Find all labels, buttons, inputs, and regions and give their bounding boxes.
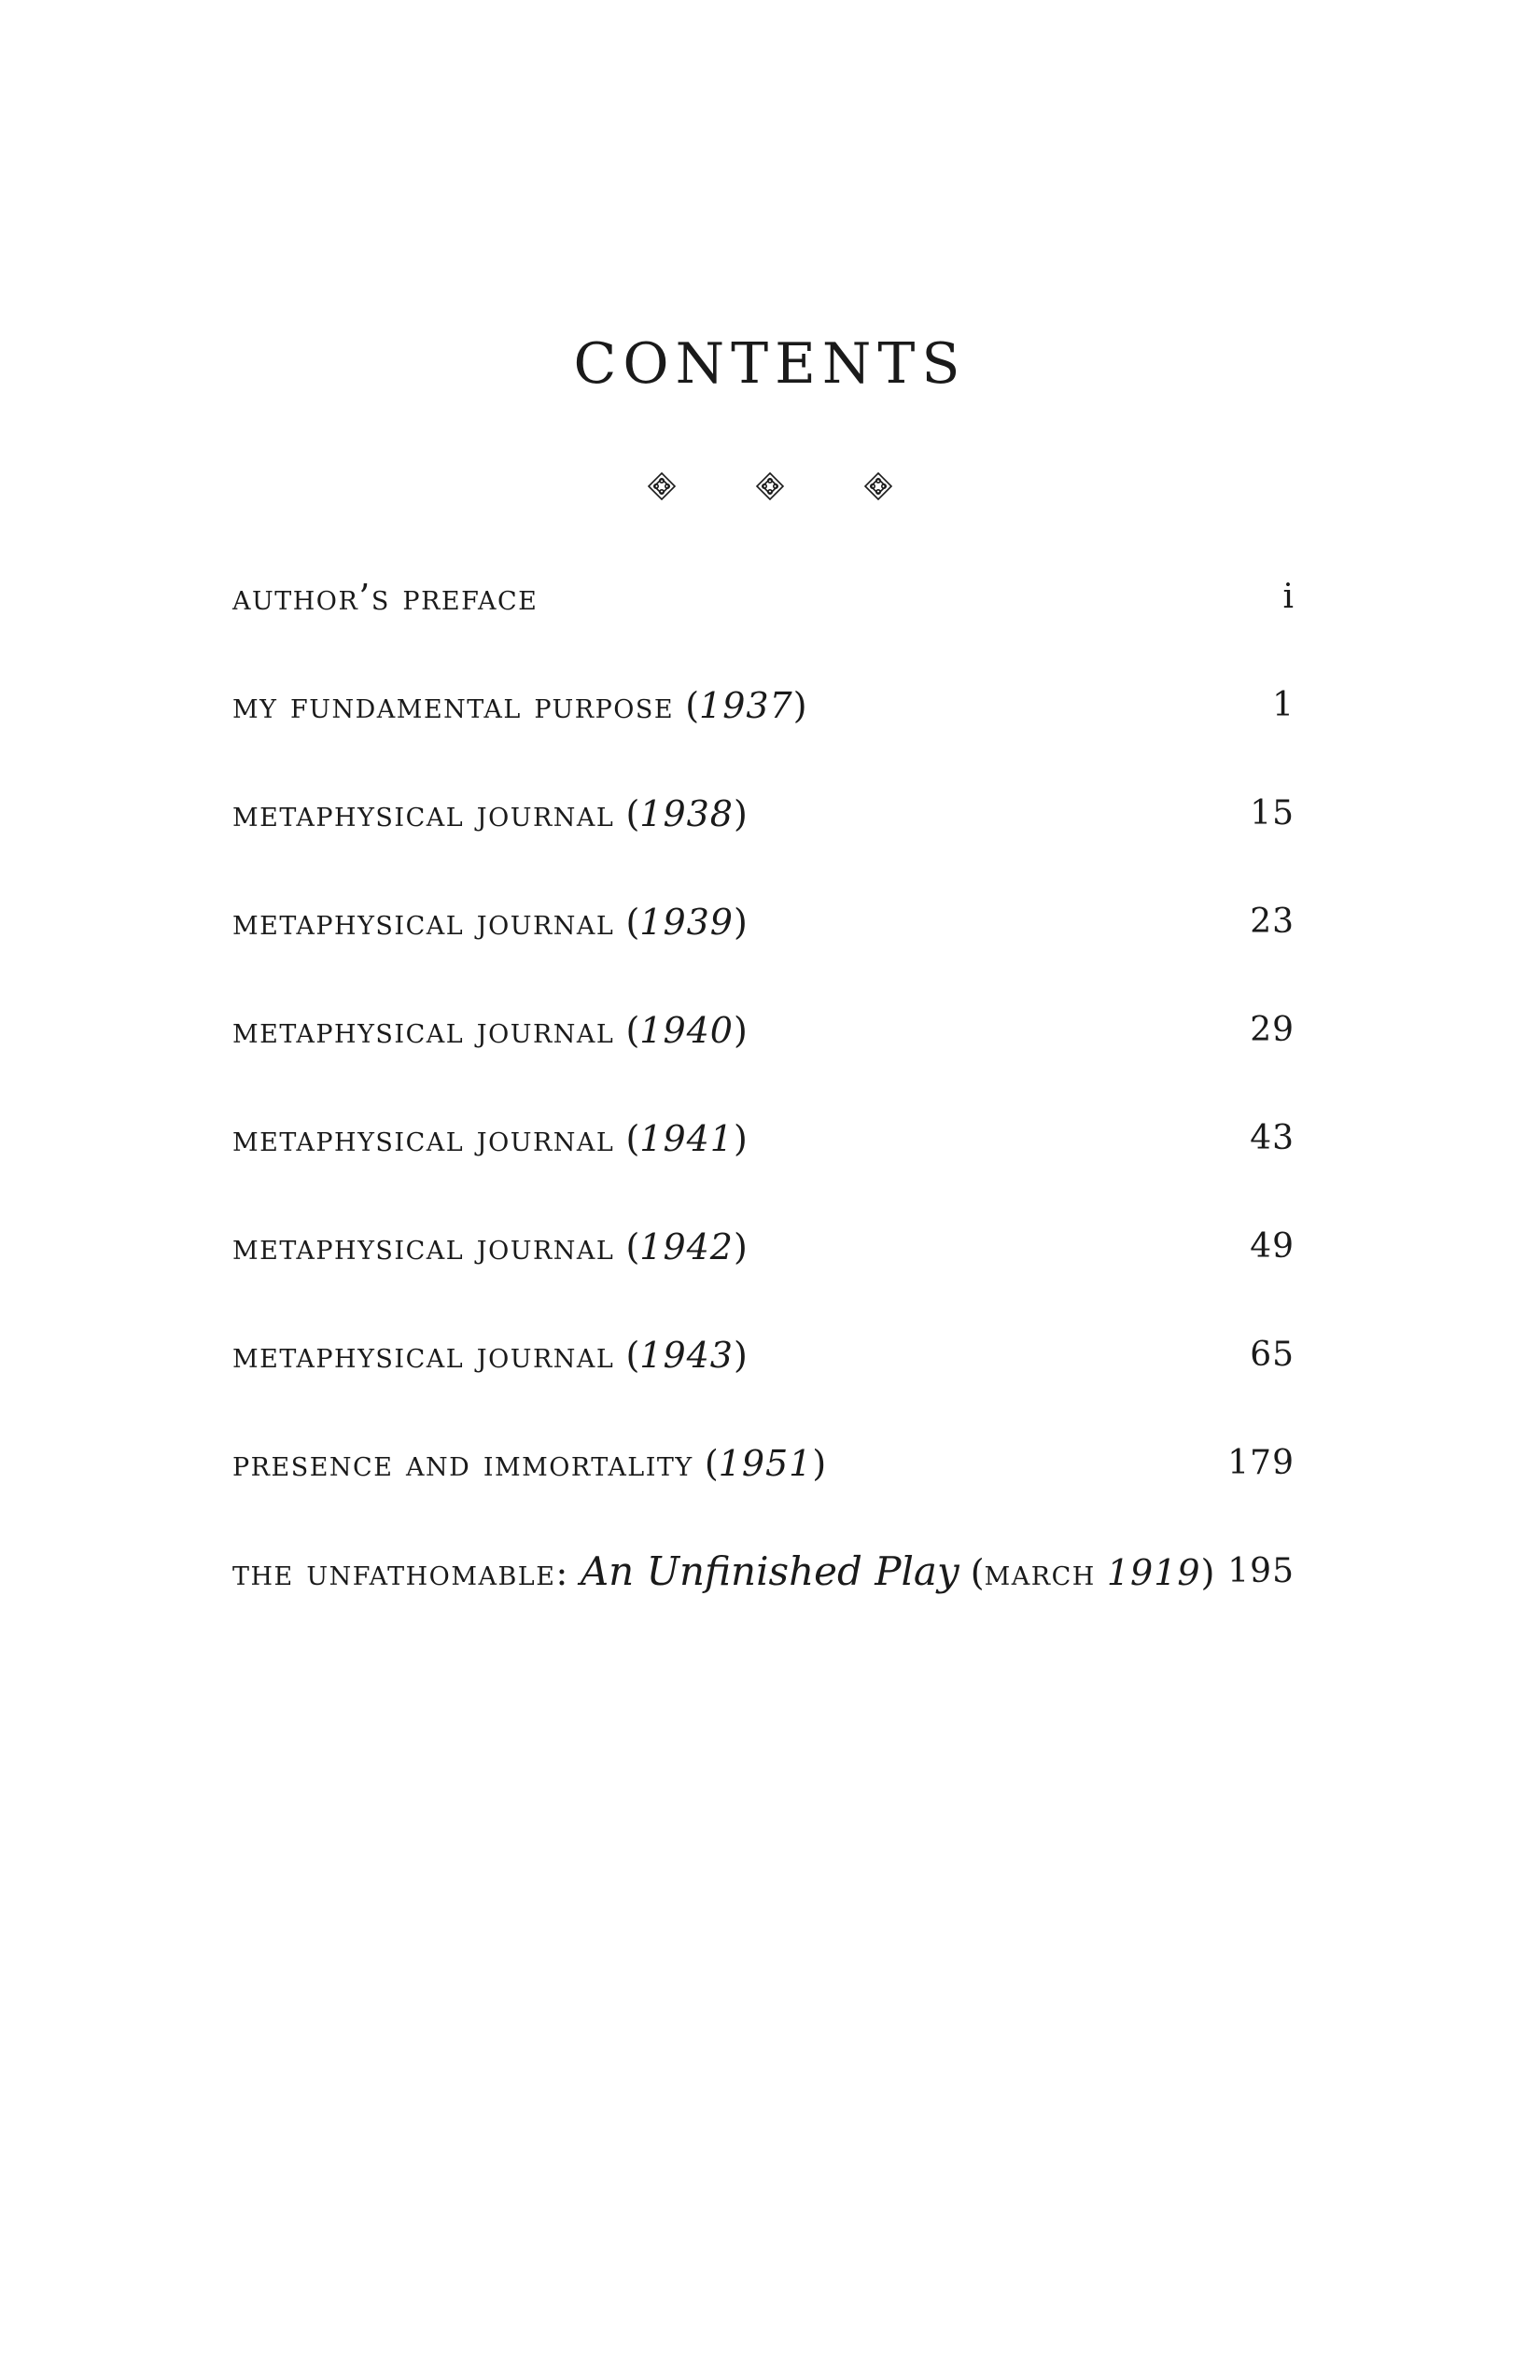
ornament-row — [0, 471, 1540, 501]
toc-entry-year: 1919 — [1106, 1552, 1201, 1593]
toc-entry-year: 1939 — [639, 902, 734, 943]
toc-page-number: i — [1282, 578, 1295, 616]
toc-page-number: 29 — [1250, 1011, 1295, 1049]
toc-entry-title: metaphysical journal (1943) — [232, 1335, 748, 1376]
toc-page-number: 23 — [1250, 903, 1295, 941]
toc-page-number: 15 — [1250, 794, 1295, 833]
toc-page-number: 65 — [1250, 1336, 1295, 1374]
toc-entry-year: 1951 — [718, 1443, 813, 1484]
toc-page-number: 195 — [1227, 1552, 1295, 1590]
toc-entry-title: metaphysical journal (1940) — [232, 1010, 748, 1051]
toc-entry-year: 1940 — [639, 1010, 734, 1051]
page-title: CONTENTS — [573, 331, 967, 397]
toc-entry-title: metaphysical journal (1941) — [232, 1118, 748, 1159]
toc-entry-year: 1938 — [639, 793, 734, 834]
toc-entry-unfathomable[interactable] — [232, 1546, 1295, 1654]
toc-entry-subtitle: An Unfinished Play — [580, 1548, 959, 1594]
toc-entry-month: march — [984, 1552, 1096, 1593]
quatrefoil-ornament-icon — [755, 471, 785, 501]
toc-entry-journal-1941[interactable] — [232, 1113, 1295, 1221]
quatrefoil-ornament-icon — [863, 471, 893, 501]
toc-entry-presence-immortality[interactable] — [232, 1437, 1295, 1546]
toc-entry-year: 1942 — [639, 1226, 734, 1267]
toc-entry-title: author’s preface — [232, 577, 539, 618]
toc-entry-title: my fundamental purpose (1937) — [232, 685, 807, 726]
toc-entry-year: 1943 — [639, 1335, 734, 1376]
table-of-contents — [232, 571, 1295, 1654]
toc-entry-title: metaphysical journal (1938) — [232, 793, 748, 834]
toc-entry-journal-1939[interactable] — [232, 896, 1295, 1004]
toc-entry-journal-1942[interactable] — [232, 1221, 1295, 1329]
toc-entry-title: presence and immortality (1951) — [232, 1443, 827, 1484]
toc-entry-authors-preface[interactable] — [232, 571, 1295, 679]
toc-entry-title: metaphysical journal (1942) — [232, 1226, 748, 1267]
toc-entry-journal-1943[interactable] — [232, 1329, 1295, 1437]
toc-entry-title: metaphysical journal (1939) — [232, 902, 748, 943]
toc-page-number: 1 — [1272, 686, 1295, 724]
toc-page-number: 179 — [1227, 1444, 1295, 1482]
toc-entry-title: the unfathomable: An Unfinished Play (march 1919) — [232, 1548, 1215, 1594]
toc-entry-journal-1940[interactable] — [232, 1004, 1295, 1113]
toc-entry-fundamental-purpose[interactable] — [232, 679, 1295, 788]
toc-page-number: 49 — [1250, 1227, 1295, 1266]
toc-entry-year: 1941 — [639, 1118, 734, 1159]
toc-entry-journal-1938[interactable] — [232, 788, 1295, 896]
quatrefoil-ornament-icon — [647, 471, 677, 501]
toc-page-number: 43 — [1250, 1119, 1295, 1157]
toc-entry-year: 1937 — [699, 685, 793, 726]
